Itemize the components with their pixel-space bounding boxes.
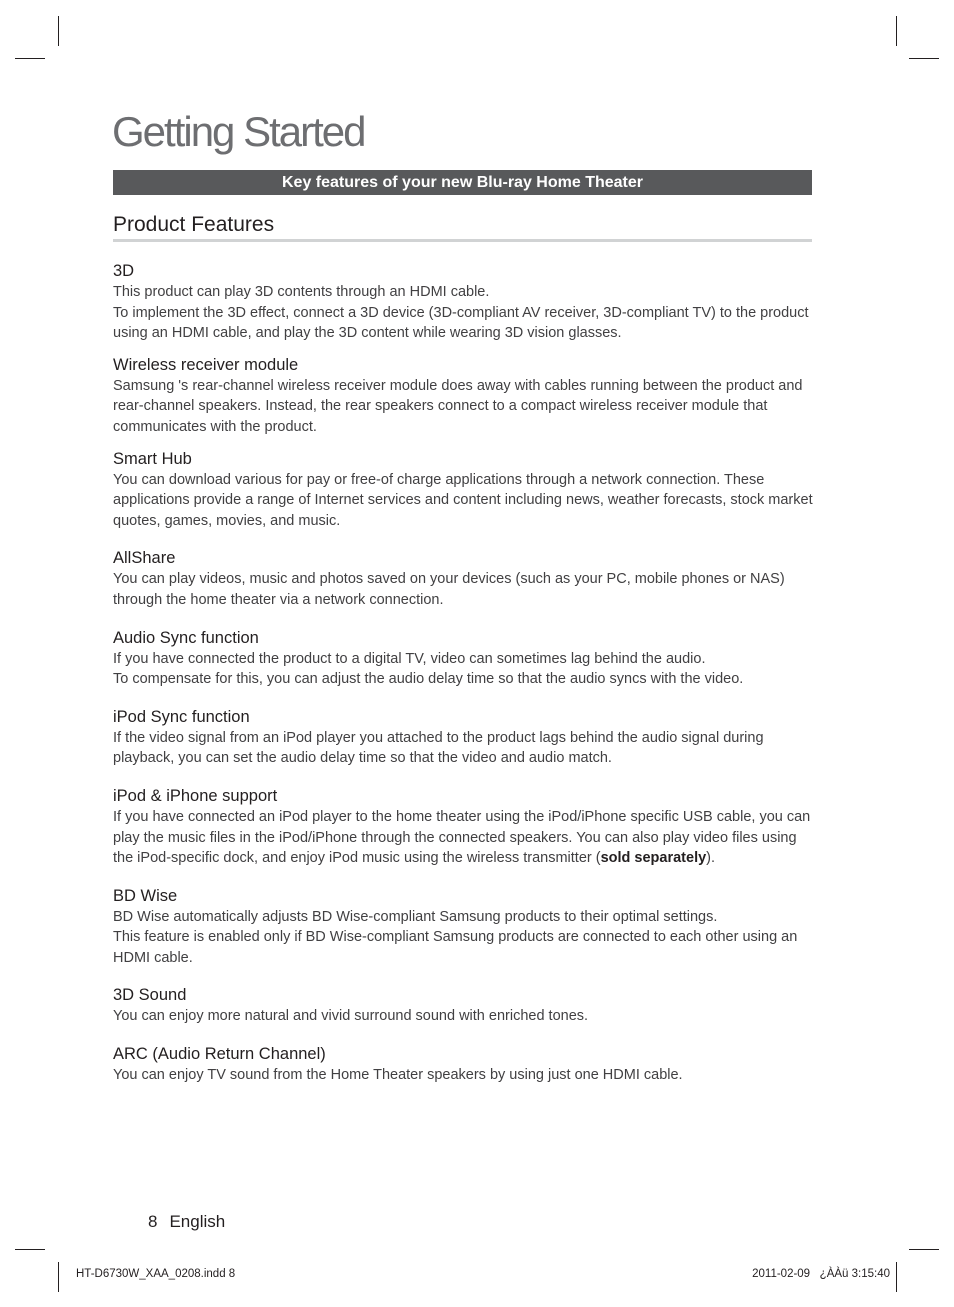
feature-title: AllShare bbox=[113, 549, 176, 568]
crop-mark bbox=[909, 58, 939, 59]
page-number: 8 bbox=[148, 1212, 158, 1231]
feature-smart-hub bbox=[113, 448, 813, 532]
feature-description: You can enjoy more natural and vivid surround sound with enriched tones. bbox=[113, 1008, 589, 1025]
feature-title: BD Wise bbox=[113, 886, 178, 905]
feature-wireless-receiver-module bbox=[113, 354, 813, 438]
feature-title: ARC (Audio Return Channel) bbox=[113, 1045, 326, 1064]
feature-title: iPod & iPhone support bbox=[113, 786, 278, 805]
print-slug-timestamp: 2011-02-09 ¿ÀÀü 3:15:40 bbox=[752, 1268, 890, 1280]
crop-mark bbox=[896, 1262, 897, 1292]
feature-title: 3D bbox=[113, 262, 135, 280]
chapter-title: Getting Started bbox=[112, 108, 365, 155]
feature-title: Audio Sync function bbox=[113, 628, 259, 647]
feature-audio-sync bbox=[113, 627, 813, 690]
section-bar: Key features of your new Blu-ray Home Theater bbox=[113, 170, 812, 195]
feature-description: To implement the 3D effect, connect a 3D device (3D-compliant AV receiver, 3D-compliant TV) to the product using an HDMI cable, and play the 3D content while wearing 3D vision glasses. bbox=[113, 304, 809, 342]
section-heading: Product Features bbox=[113, 213, 275, 236]
print-slug-file: HT-D6730W_XAA_0208.indd 8 bbox=[76, 1268, 236, 1280]
feature-description: Samsung 's rear-channel wireless receiver module does away with cables running between the product and rear-channel speakers. Instead, the rear speakers connect to a compact wireless receiver module that communicates with the product. bbox=[113, 377, 803, 435]
feature-3d bbox=[113, 260, 813, 344]
feature-ipod-sync bbox=[113, 706, 813, 769]
crop-mark bbox=[15, 58, 45, 59]
feature-description: To compensate for this, you can adjust the audio delay time so that the audio syncs with the video. bbox=[113, 671, 744, 688]
feature-title: Wireless receiver module bbox=[113, 355, 299, 374]
feature-title: iPod Sync function bbox=[113, 707, 250, 726]
feature-description: You can enjoy TV sound from the Home Theater speakers by using just one HDMI cable. bbox=[113, 1067, 683, 1084]
feature-description: If you have connected the product to a digital TV, video can sometimes lag behind the audio. bbox=[113, 650, 706, 667]
crop-mark bbox=[58, 16, 59, 46]
feature-description: You can download various for pay or free-of charge applications through a network connection. These applications provide a range of Internet services and content including news, weather forecasts, stock market quotes, games, movies, and music. bbox=[113, 471, 813, 529]
feature-description: This product can play 3D contents through an HDMI cable. bbox=[113, 284, 490, 300]
page-footer-language: 8 English bbox=[148, 1212, 226, 1231]
sold-separately-note: sold separately bbox=[600, 850, 707, 867]
feature-3d-sound bbox=[113, 984, 813, 1027]
feature-description: This feature is enabled only if BD Wise-compliant Samsung products are connected to each other using an HDMI cable. bbox=[113, 929, 798, 966]
crop-mark bbox=[896, 16, 897, 46]
feature-arc bbox=[113, 1043, 813, 1086]
feature-allshare bbox=[113, 547, 813, 610]
feature-ipod-iphone-support bbox=[113, 785, 813, 869]
feature-bd-wise bbox=[113, 885, 813, 969]
feature-description: If you have connected an iPod player to the home theater using the iPod/iPhone specific USB cable, you can play the music files in the iPod/iPhone through the connected speakers. You can also play video files using the iPod-specific dock, and enjoy iPod music using the wireless transmitter (sold separately). bbox=[113, 808, 811, 867]
feature-description: If the video signal from an iPod player you attached to the product lags behind the audio signal during playback, you can set the audio delay time so that the video and audio match. bbox=[113, 729, 764, 767]
feature-description: You can play videos, music and photos saved on your devices (such as your PC, mobile phones or NAS) through the home theater via a network connection. bbox=[113, 571, 785, 608]
crop-mark bbox=[58, 1262, 59, 1292]
feature-description: BD Wise automatically adjusts BD Wise-compliant Samsung products to their optimal settings. bbox=[113, 908, 718, 925]
feature-list bbox=[113, 260, 813, 1086]
crop-mark bbox=[15, 1249, 45, 1250]
feature-title: 3D Sound bbox=[113, 986, 187, 1005]
crop-mark bbox=[909, 1249, 939, 1250]
feature-title: Smart Hub bbox=[113, 449, 192, 468]
section-divider bbox=[113, 239, 812, 242]
